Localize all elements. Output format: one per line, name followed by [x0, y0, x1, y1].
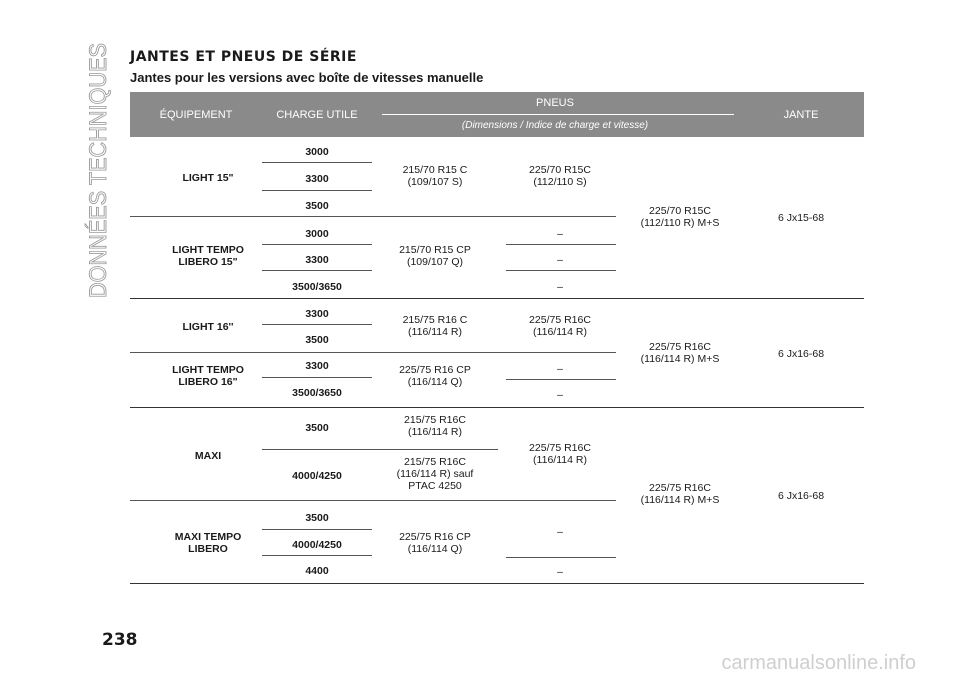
tyre-index: (116/114 R) sauf — [396, 468, 474, 480]
header-pneus-sub: (Dimensions / Indice de charge et vitesse) — [461, 120, 649, 131]
row-divider — [506, 244, 616, 245]
tyre-spec — [498, 314, 622, 338]
section-subheading: Jantes pour les versions avec boîte de vitesses manuelle — [130, 70, 484, 85]
row-divider — [262, 377, 372, 378]
group-divider — [130, 407, 864, 408]
tyre-spec — [372, 456, 498, 492]
tyre-index: (116/114 R) — [533, 454, 587, 466]
section-heading: JANTES ET PNEUS DE SÉRIE — [130, 49, 357, 65]
equipement-line: LIGHT TEMPO — [172, 364, 244, 376]
tyre-size: 215/75 R16 C — [402, 314, 468, 326]
tyre-none: – — [557, 281, 563, 293]
tyre-size: 225/75 R16 CP — [399, 364, 471, 376]
rim-size: 6 Jx16-68 — [777, 348, 825, 360]
tyre-index: (109/107 S) — [407, 176, 463, 188]
tyre-size: 225/75 R16C — [649, 482, 711, 494]
load-value: 3500 — [305, 512, 329, 524]
watermark: carmanualsonline.info — [721, 652, 916, 674]
row-divider — [506, 557, 616, 558]
tyre-none: – — [557, 566, 563, 578]
tyre-size: 225/75 R16C — [529, 314, 591, 326]
load-value: 3000 — [305, 146, 329, 158]
row-divider — [130, 500, 616, 501]
load-value: 3300 — [305, 254, 329, 266]
equipement-line: LIBERO 15" — [178, 256, 238, 268]
tyre-none: – — [557, 228, 563, 240]
row-divider — [262, 270, 372, 271]
tyre-index: (116/114 Q) — [407, 543, 463, 555]
equipement-maxi: MAXI — [194, 450, 222, 462]
tyre-none: – — [557, 526, 563, 538]
tyre-index: (116/114 R) M+S — [640, 353, 720, 365]
tyre-index: (116/114 R) — [533, 326, 587, 338]
load-value: 3300 — [305, 173, 329, 185]
tyre-index: (112/110 S) — [533, 176, 587, 188]
tyre-size: 225/75 R16C — [529, 442, 591, 454]
load-value: 4000/4250 — [292, 470, 342, 482]
equipement-line: LIGHT TEMPO — [172, 244, 244, 256]
tyre-index: (116/114 R) M+S — [640, 494, 720, 506]
load-value: 3500 — [305, 200, 329, 212]
header-divider — [382, 114, 734, 115]
side-title-text: DONNÉES TECHNIQUES — [85, 40, 112, 298]
page-number: 238 — [102, 630, 138, 650]
tyre-size: 215/75 R16C — [404, 414, 466, 426]
tyre-spec-winter — [622, 482, 738, 506]
row-divider — [262, 190, 372, 191]
tyre-size: 215/70 R15 C — [402, 164, 468, 176]
group-divider — [130, 298, 864, 299]
tyre-spec — [372, 414, 498, 438]
tyre-size: 225/75 R16C — [649, 341, 711, 353]
header-charge: CHARGE UTILE — [276, 109, 358, 121]
tyre-index: (109/107 Q) — [406, 256, 464, 268]
equipement-line: LIBERO — [188, 543, 228, 555]
tyre-size: 225/70 R15C — [649, 205, 711, 217]
tyre-size: 215/75 R16C — [404, 456, 466, 468]
table-bottom-border — [130, 583, 864, 584]
row-divider — [262, 529, 372, 530]
tyres-table — [130, 92, 864, 592]
load-value: 3000 — [305, 228, 329, 240]
row-divider — [506, 379, 616, 380]
tyre-spec — [498, 164, 622, 188]
tyre-none: – — [557, 363, 563, 375]
tyre-none: – — [557, 254, 563, 266]
header-jante: JANTE — [783, 109, 819, 121]
row-divider — [262, 162, 372, 163]
tyre-size: 225/70 R15C — [529, 164, 591, 176]
equipement-line: MAXI TEMPO — [174, 531, 242, 543]
load-value: 3300 — [305, 360, 329, 372]
equipement-line: LIBERO 16" — [178, 376, 238, 388]
tyre-spec — [372, 314, 498, 338]
tyre-index: (116/114 R) — [408, 426, 462, 438]
tyre-spec-winter — [622, 205, 738, 229]
load-value: 3500/3650 — [292, 387, 342, 399]
row-divider — [130, 216, 616, 217]
load-value: 4400 — [305, 565, 329, 577]
load-value: 3500 — [305, 422, 329, 434]
rim-size: 6 Jx16-68 — [777, 490, 825, 502]
header-pneus: PNEUS — [536, 97, 574, 109]
row-divider — [262, 555, 372, 556]
load-value: 3300 — [305, 308, 329, 320]
tyre-spec — [372, 364, 498, 388]
row-divider — [262, 244, 372, 245]
tyre-size: 225/75 R16 CP — [399, 531, 471, 543]
row-divider — [130, 352, 616, 353]
equipement-light-16: LIGHT 16'' — [182, 321, 234, 333]
row-divider — [506, 270, 616, 271]
tyre-index: (116/114 R) — [408, 326, 462, 338]
tyre-spec — [498, 442, 622, 466]
load-value: 4000/4250 — [292, 539, 342, 551]
side-section-title — [84, 40, 114, 300]
tyre-index: (116/114 Q) — [407, 376, 463, 388]
tyre-spec-winter — [622, 341, 738, 365]
load-value: 3500/3650 — [292, 281, 342, 293]
rim-size: 6 Jx15-68 — [777, 212, 825, 224]
tyre-spec — [372, 244, 498, 268]
equipement-light-15: LIGHT 15" — [182, 172, 234, 184]
tyre-note: PTAC 4250 — [408, 480, 462, 492]
tyre-index: (112/110 R) M+S — [640, 217, 720, 229]
row-divider — [262, 324, 372, 325]
tyre-spec — [372, 164, 498, 188]
tyre-none: – — [557, 389, 563, 401]
tyre-size: 215/70 R15 CP — [399, 244, 471, 256]
load-value: 3500 — [305, 334, 329, 346]
tyre-spec — [372, 531, 498, 555]
row-divider — [262, 449, 498, 450]
header-equipement: ÉQUIPEMENT — [159, 109, 233, 121]
